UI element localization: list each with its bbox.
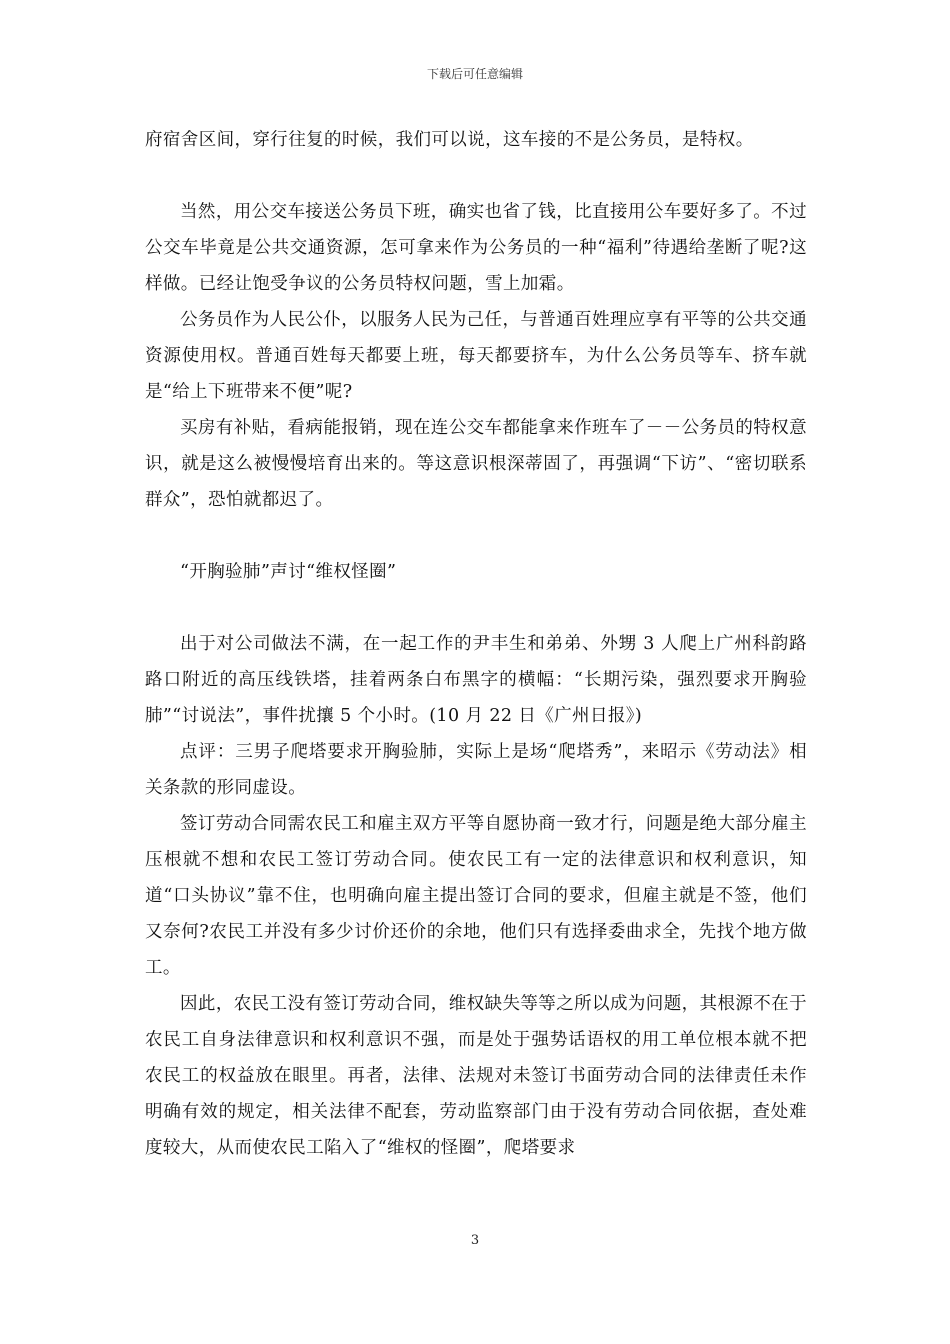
section-spacer [145, 518, 807, 554]
page-header: 下载后可任意编辑 [426, 67, 523, 81]
paragraph-continuation: 府宿舍区间，穿行往复的时候，我们可以说，这车接的不是公务员，是特权。 [145, 130, 754, 150]
paragraph-bus-cost: 当然，用公交车接送公务员下班，确实也省了钱，比直接用公车要好多了。不过公交车毕竟是公共交通资源，怎可拿来作为公务员的一种“福利”待遇给垄断了呢?这样做。已经让饱受争议的公务员特权问题，雪上加霜。 [145, 202, 807, 294]
paragraph-commentary: 点评：三男子爬塔要求开胸验肺，实际上是场“爬塔秀”，来昭示《劳动法》相关条款的形同虚设。 [145, 742, 807, 798]
paragraph-spacer [145, 158, 807, 194]
paragraph-news-event: 出于对公司做法不满，在一起工作的尹丰生和弟弟、外甥 3 人爬上广州科韵路路口附近的高压线铁塔，挂着两条白布黑字的横幅：“长期污染，强烈要求开胸验肺”“讨说法”，事件扰攘 5 个小时。(10 月 22 日《广州日报》) [145, 634, 807, 726]
page-number: 3 [470, 1233, 480, 1248]
paragraph-labor-contract: 签订劳动合同需农民工和雇主双方平等自愿协商一致才行，问题是绝大部分雇主压根就不想和农民工签订劳动合同。使农民工有一定的法律意识和权利意识，知道“口头协议”靠不住，也明确向雇主提出签订合同的要求，但雇主就是不签，他们又奈何?农民工并没有多少讨价还价的余地，他们只有选择委曲求全，先找个地方做工。 [145, 814, 807, 978]
heading-spacer [145, 590, 807, 626]
section-heading: “开胸验肺”声讨“维权怪圈” [180, 562, 397, 582]
document-body [145, 122, 807, 1166]
paragraph-public-servants: 公务员作为人民公仆，以服务人民为己任，与普通百姓理应享有平等的公共交通资源使用权。普通百姓每天都要上班，每天都要挤车，为什么公务员等车、挤车就是“给上下班带来不便”呢? [145, 310, 807, 402]
paragraph-privilege-awareness: 买房有补贴，看病能报销，现在连公交车都能拿来作班车了－－公务员的特权意识，就是这么被慢慢培育出来的。等这意识根深蒂固了，再强调“下访”、“密切联系群众”，恐怕就都迟了。 [145, 418, 807, 510]
paragraph-root-cause: 因此，农民工没有签订劳动合同，维权缺失等等之所以成为问题，其根源不在于农民工自身法律意识和权利意识不强，而是处于强势话语权的用工单位根本就不把农民工的权益放在眼里。再者，法律、法规对未签订书面劳动合同的法律责任未作明确有效的规定，相关法律不配套，劳动监察部门由于没有劳动合同依据，查处难度较大，从而使农民工陷入了“维权的怪圈”，爬塔要求 [145, 994, 807, 1158]
